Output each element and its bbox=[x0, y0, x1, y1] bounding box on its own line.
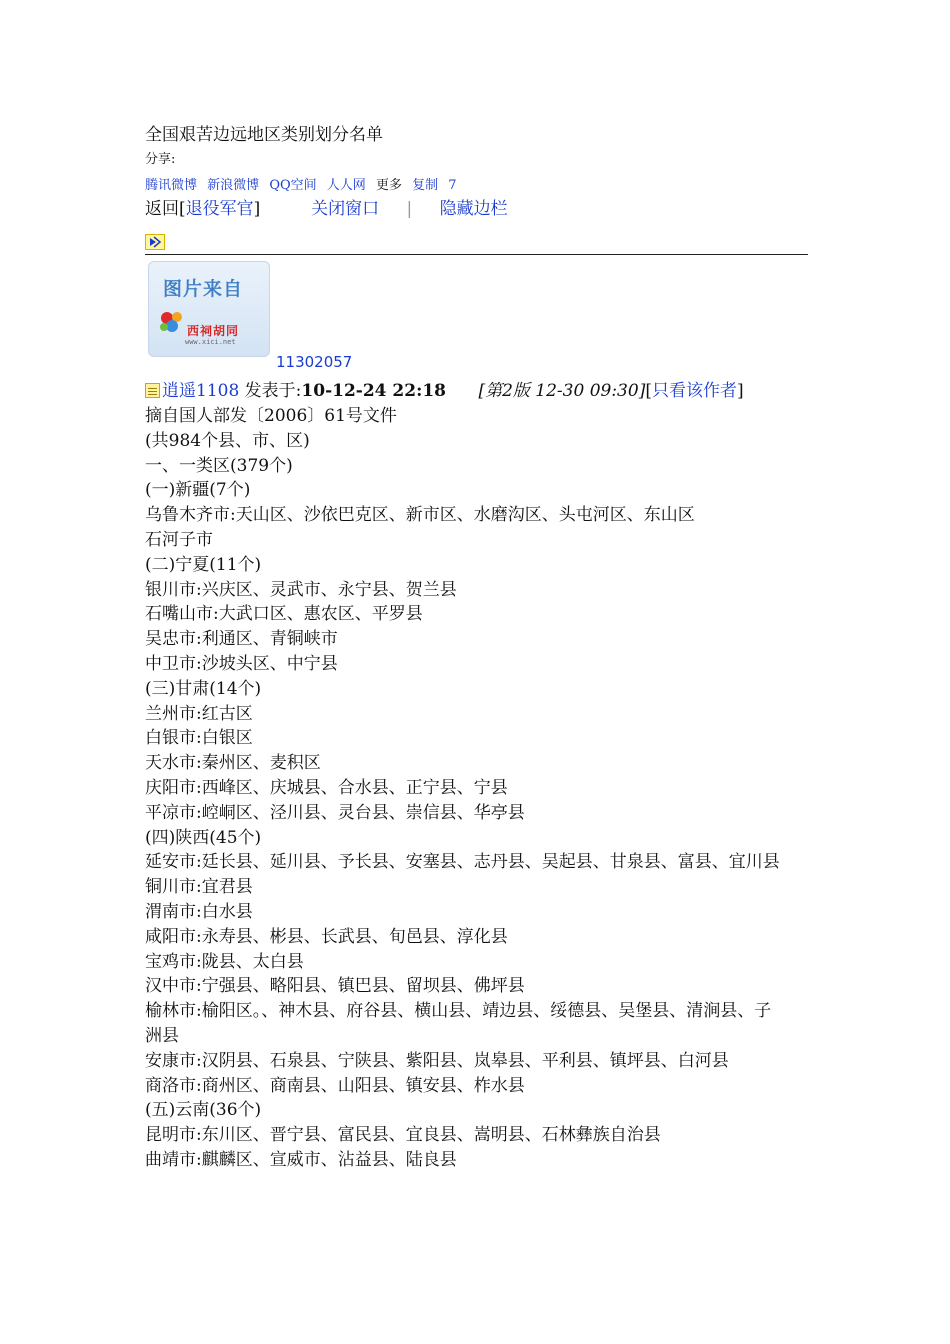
image-url: www.xici.net bbox=[185, 338, 236, 346]
share-renren-link[interactable]: 人人网 bbox=[326, 178, 366, 193]
back-prefix: 返回[ bbox=[145, 199, 186, 219]
content-line: 安康市:汉阴县、石泉县、宁陕县、紫阳县、岚皋县、平利县、镇坪县、白河县 bbox=[145, 1050, 729, 1071]
share-tencent-weibo-link[interactable]: 腾讯微博 bbox=[145, 178, 198, 193]
hide-sidebar-link[interactable]: 隐藏边栏 bbox=[439, 199, 508, 219]
content-line: 兰州市:红古区 bbox=[145, 703, 253, 724]
nav-separator: | bbox=[406, 199, 413, 219]
content-line: 昆明市:东川区、晋宁县、富民县、宜良县、嵩明县、石林彝族自治县 bbox=[145, 1125, 661, 1146]
content-line: 天水市:秦州区、麦积区 bbox=[145, 753, 321, 774]
content-line: 洲县 bbox=[145, 1025, 179, 1046]
content-line: 商洛市:商州区、商南县、山阳县、镇安县、柞水县 bbox=[145, 1075, 525, 1096]
content-line: 乌鲁木齐市:天山区、沙依巴克区、新市区、水磨沟区、头屯河区、东山区 bbox=[145, 505, 695, 526]
share-links bbox=[145, 176, 810, 196]
image-brand: 西祠胡同 bbox=[187, 324, 240, 338]
nav-bar bbox=[145, 196, 810, 222]
document-title: 全国艰苦边远地区类别划分名单 bbox=[145, 125, 383, 145]
source-image[interactable] bbox=[148, 261, 270, 357]
only-author-open: [ bbox=[645, 381, 652, 401]
image-heading: 图片来自 bbox=[163, 278, 244, 300]
content-line: (共984个县、市、区) bbox=[145, 430, 310, 451]
content-line: 榆林市:榆阳区。、神木县、府谷县、横山县、靖边县、绥德县、吴堡县、清涧县、子 bbox=[145, 1001, 772, 1022]
share-count: 7 bbox=[448, 178, 457, 193]
share-qzone-link[interactable]: QQ空间 bbox=[269, 178, 317, 193]
content-line: (四)陕西(45个) bbox=[145, 827, 262, 848]
content-line: 汉中市:宁强县、略阳县、镇巴县、留坝县、佛坪县 bbox=[145, 976, 525, 997]
posted-time: 10-12-24 22:18 bbox=[301, 381, 446, 401]
content-line: 延安市:廷长县、延川县、予长县、安塞县、志丹县、吴起县、甘泉县、富县、宜川县 bbox=[145, 852, 780, 873]
content-line: 摘自国人部发〔2006〕61号文件 bbox=[145, 406, 397, 426]
content-line: (三)甘肃(14个) bbox=[145, 678, 262, 699]
divider bbox=[145, 254, 808, 255]
content-line: 石嘴山市:大武口区、惠农区、平罗县 bbox=[145, 604, 423, 625]
content-line: 中卫市:沙坡头区、中宁县 bbox=[145, 653, 338, 674]
share-sina-weibo-link[interactable]: 新浪微博 bbox=[207, 178, 260, 193]
content-line: 铜川市:宜君县 bbox=[145, 877, 253, 898]
document-page bbox=[145, 122, 810, 1173]
content-line: (二)宁夏(11个) bbox=[145, 554, 262, 575]
content-line: 庆阳市:西峰区、庆城县、合水县、正宁县、宁县 bbox=[145, 777, 508, 798]
only-author-link[interactable]: 只看该作者 bbox=[651, 381, 737, 401]
back-category-link[interactable]: 退役军官 bbox=[185, 199, 254, 219]
content-line: 曲靖市:麒麟区、宣威市、沾益县、陆良县 bbox=[145, 1149, 457, 1170]
back-suffix: ] bbox=[253, 199, 261, 219]
content-line: 一、一类区(379个) bbox=[145, 455, 293, 476]
author-link[interactable]: 逍遥1108 bbox=[162, 381, 240, 401]
content-line: (五)云南(36个) bbox=[145, 1100, 262, 1121]
content-line: 吴忠市:利通区、青铜峡市 bbox=[145, 629, 338, 650]
arrow-icon[interactable] bbox=[145, 234, 165, 250]
only-author-close: ] bbox=[736, 381, 744, 401]
posted-label: 发表于: bbox=[244, 381, 302, 401]
content-line: 白银市:白银区 bbox=[145, 728, 253, 749]
note-icon bbox=[145, 383, 160, 398]
content-line: 石河子市 bbox=[145, 529, 213, 550]
share-label: 分享: bbox=[145, 152, 176, 167]
xici-logo-icon bbox=[157, 308, 187, 336]
content-line: 咸阳市:永寿县、彬县、长武县、旬邑县、淳化县 bbox=[145, 926, 508, 947]
post-content bbox=[145, 404, 810, 1173]
close-window-link[interactable]: 关闭窗口 bbox=[311, 199, 380, 219]
content-line: 宝鸡市:陇县、太白县 bbox=[145, 951, 304, 972]
content-line: 渭南市:白水县 bbox=[145, 901, 253, 922]
post-header bbox=[145, 379, 810, 404]
content-line: 银川市:兴庆区、灵武市、永宁县、贺兰县 bbox=[145, 579, 457, 600]
image-caption: 11302057 bbox=[276, 353, 353, 371]
content-line: (一)新疆(7个) bbox=[145, 480, 251, 501]
content-line: 平凉市:崆峒区、泾川县、灵台县、崇信县、华亭县 bbox=[145, 802, 525, 823]
share-copy-link[interactable]: 复制 bbox=[412, 178, 439, 193]
edition-info: [第2版 12-30 09:30] bbox=[478, 381, 646, 401]
image-block bbox=[145, 261, 810, 373]
share-more-button[interactable]: 更多 bbox=[375, 178, 402, 193]
